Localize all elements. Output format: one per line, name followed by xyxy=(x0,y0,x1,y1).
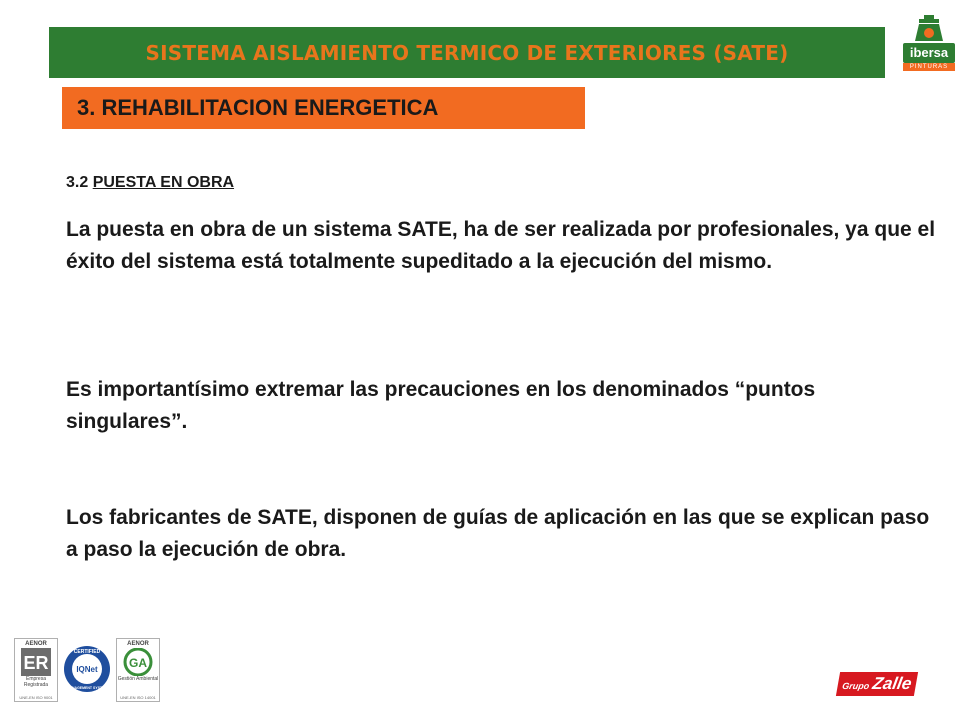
aenor-er-mark-text: ER xyxy=(23,653,49,673)
paragraph-2: Es importantísimo extremar las precauciones en los denominados “puntos singulares”. xyxy=(66,378,816,433)
header-bar xyxy=(49,27,885,78)
paragraph-3: Los fabricantes de SATE, disponen de guías de aplicación en las que se explican paso a paso la ejecución de obra. xyxy=(66,506,930,561)
ibersa-logo xyxy=(903,11,955,73)
iqnet-bottom-text: MANAGEMENT SYSTEM xyxy=(66,686,108,690)
aenor-er-caption: Empresa Registrada xyxy=(23,676,49,688)
subsection-label: PUESTA EN OBRA xyxy=(92,174,235,191)
aenor-ga-mark-text: GA xyxy=(129,656,147,670)
zalle-name-text: Zalle xyxy=(871,674,914,693)
ibersa-mark-icon xyxy=(913,11,945,43)
header-title: SISTEMA AISLAMIENTO TERMICO DE EXTERIORES (SATE) xyxy=(145,40,789,65)
ibersa-wordmark: ibersa xyxy=(903,43,955,63)
subsection-heading xyxy=(66,174,234,192)
aenor-er-certificate xyxy=(14,638,58,702)
aenor-er-ref: UNE-EN ISO 9001 xyxy=(19,695,53,700)
aenor-er-brand: AENOR xyxy=(25,641,47,647)
grupo-zalle-logo xyxy=(836,672,918,696)
aenor-ga-brand: AENOR xyxy=(127,641,149,647)
paragraph-1: La puesta en obra de un sistema SATE, ha de ser realizada por profesionales, ya que el éxito del sistema está totalmente supeditado a la ejecución del mismo. xyxy=(66,218,936,273)
zalle-grupo-text: Grupo xyxy=(841,681,871,691)
aenor-er-mark-icon xyxy=(21,648,51,676)
subsection-number: 3.2 xyxy=(66,174,89,191)
iqnet-certificate xyxy=(62,638,112,700)
aenor-ga-caption: Gestión Ambiental xyxy=(117,676,159,682)
ibersa-tagline: PINTURAS xyxy=(903,63,955,71)
iqnet-seal-icon xyxy=(62,644,112,694)
aenor-ga-mark-icon xyxy=(123,648,153,676)
aenor-ga-certificate xyxy=(116,638,160,702)
section-title: 3. REHABILITACION ENERGETICA xyxy=(77,95,439,120)
aenor-ga-ref: UNE-EN ISO 14001 xyxy=(120,695,156,700)
iqnet-top-text: CERTIFIED xyxy=(73,649,101,655)
section-bar xyxy=(62,87,585,129)
iqnet-mark-text: IQNet xyxy=(76,665,98,674)
